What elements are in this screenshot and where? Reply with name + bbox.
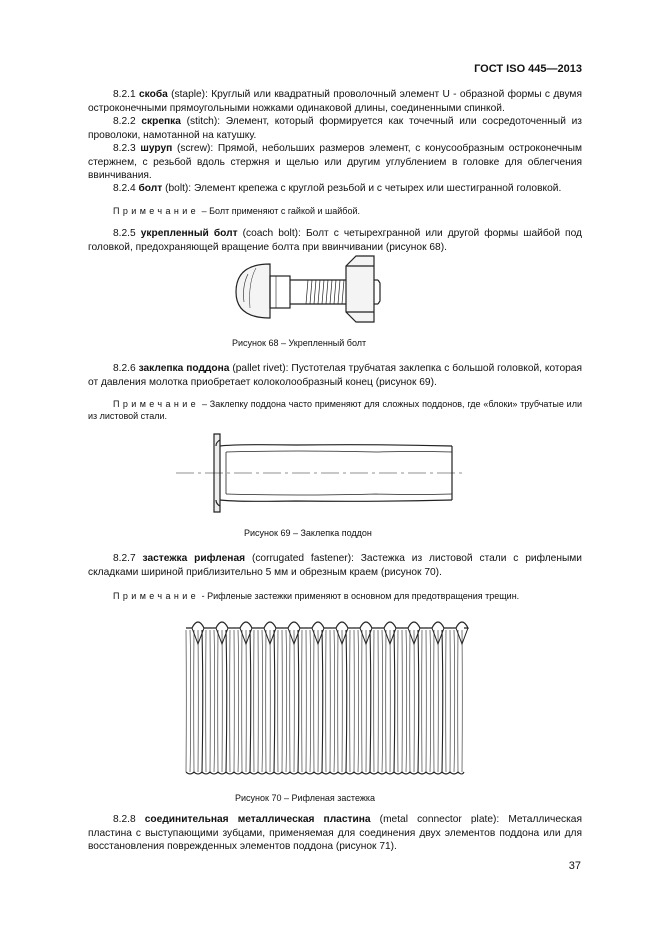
fastener-corrugation-line <box>382 630 383 772</box>
term-english: (screw): <box>176 143 214 154</box>
term-definition: Пустотелая трубчатая заклепка с большой головкой, которая от давления молотка приобретает колоколообразный конец (рисунок 69). <box>88 363 582 388</box>
term-name: заклепка поддона <box>138 363 230 374</box>
fastener-toothed-edge <box>186 622 468 628</box>
term-8-2-3 <box>88 142 582 183</box>
term-definition: Прямой, небольших размеров элемент, с конусообразным остроконечным стержнем, с резьбой вдоль стержня и щелью или другим углублением в головке для облегчения ввинчивания. <box>88 143 582 181</box>
figure-70-corrugated-fastener <box>180 612 470 782</box>
fastener-bottom-edge <box>186 772 464 774</box>
term-english: (coach bolt): <box>242 228 301 239</box>
fastener-corrugation-line <box>310 630 311 772</box>
fastener-corrugation-line <box>358 630 359 772</box>
term-english: (metal connector plate): <box>379 814 500 825</box>
term-english: (bolt): <box>165 183 192 194</box>
fastener-corrugation-line <box>430 630 431 772</box>
fastener-corrugation-line <box>274 630 275 772</box>
term-english: (stitch): <box>186 116 221 127</box>
term-name: скрепка <box>141 116 181 127</box>
term-definition: Застежка из листовой стали с рифлеными складками шириной приблизительно 5 мм и обрезным краем (рисунок 70). <box>88 553 582 578</box>
figure-68-caption: Рисунок 68 – Укрепленный болт <box>232 338 367 348</box>
term-name: соединительная металлическая пластина <box>144 814 371 825</box>
figure-69-pallet-rivet <box>176 428 466 518</box>
note-text: - Рифленые застежки применяют в основном для предотвращения трещин. <box>201 591 520 601</box>
term-8-2-6 <box>88 362 582 389</box>
fastener-corrugation-line <box>370 630 371 772</box>
fastener-corrugation-line <box>250 630 251 772</box>
page-number: 37 <box>568 860 581 872</box>
term-8-2-7 <box>88 552 582 579</box>
note-pallet-rivet <box>88 398 582 422</box>
fastener-corrugation-line <box>334 630 335 772</box>
term-english: (corrugated fastener): <box>251 553 354 564</box>
term-definition: Элемент, который формируется как точечный или сосредоточенный из проволоки, намотанной на катушку. <box>88 116 582 141</box>
note-bolt <box>88 205 582 217</box>
fastener-corrugation-line <box>238 630 239 772</box>
fastener-corrugation-line <box>226 630 227 772</box>
fastener-corrugation-line <box>190 630 191 772</box>
fastener-corrugation-line <box>298 630 299 772</box>
term-number: 8.2.6 <box>113 363 136 374</box>
fastener-corrugation-line <box>442 630 443 772</box>
figure-68-coach-bolt <box>228 252 398 327</box>
figure-70-caption: Рисунок 70 – Рифленая застежка <box>235 793 376 803</box>
term-name: шуруп <box>140 143 173 154</box>
term-definition: Металлическая пластина с выступающими зубцами, применяемая для соединения двух элементов поддона или для восстановления поврежденных элементов поддона (рисунок 71). <box>88 814 582 852</box>
term-8-2-8 <box>88 813 582 854</box>
note-label: Примечание <box>113 399 200 409</box>
term-name: скоба <box>138 89 168 100</box>
fastener-corrugation-line <box>322 630 323 772</box>
fastener-corrugation-line <box>346 630 347 772</box>
term-number: 8.2.8 <box>113 814 136 825</box>
term-number: 8.2.1 <box>113 89 136 100</box>
term-definition: Круглый или квадратный проволочный элемент U - образной формы с двумя остроконечными прямоугольными ножками одинаковой длины, соединенными спинкой. <box>88 89 582 114</box>
term-definition: Болт с четырехгранной или другой формы шайбой под головкой, предохраняющей вращение болта при ввинчивании (рисунок 68). <box>88 228 582 253</box>
fastener-corrugation-line <box>406 630 407 772</box>
note-label: Примечание <box>113 206 200 216</box>
term-8-2-1 <box>88 88 582 115</box>
term-name: укрепленный болт <box>140 228 238 239</box>
note-text: – Заклепку поддона часто применяют для сложных поддонов, где «блоки» трубчатые или из листовой стали. <box>88 399 582 421</box>
figure-69-caption: Рисунок 69 – Заклепка поддон <box>244 528 372 538</box>
term-english: (staple): <box>171 89 208 100</box>
term-number: 8.2.5 <box>113 228 136 239</box>
fastener-corrugation-line <box>286 630 287 772</box>
fastener-corrugation-line <box>262 630 263 772</box>
term-number: 8.2.3 <box>113 143 136 154</box>
fastener-corrugation-line <box>202 630 203 772</box>
note-label: Примечание <box>113 591 200 601</box>
note-corrugated <box>88 590 582 602</box>
term-8-2-2 <box>88 115 582 142</box>
fastener-corrugation-line <box>394 630 395 772</box>
term-english: (pallet rivet): <box>232 363 289 374</box>
term-name: болт <box>138 183 163 194</box>
term-definition: Элемент крепежа с круглой резьбой и с четырех или шестигранной головкой. <box>193 183 562 194</box>
term-8-2-5 <box>88 227 582 254</box>
term-name: застежка рифленая <box>142 553 246 564</box>
note-text: – Болт применяют с гайкой и шайбой. <box>201 206 360 216</box>
term-number: 8.2.2 <box>113 116 136 127</box>
fastener-corrugation-line <box>418 630 419 772</box>
term-number: 8.2.4 <box>113 183 136 194</box>
fastener-corrugation-line <box>454 630 455 772</box>
fastener-corrugation-line <box>214 630 215 772</box>
term-8-2-4 <box>88 182 582 196</box>
term-number: 8.2.7 <box>113 553 136 564</box>
standard-header: ГОСТ ISO 445—2013 <box>474 63 582 75</box>
